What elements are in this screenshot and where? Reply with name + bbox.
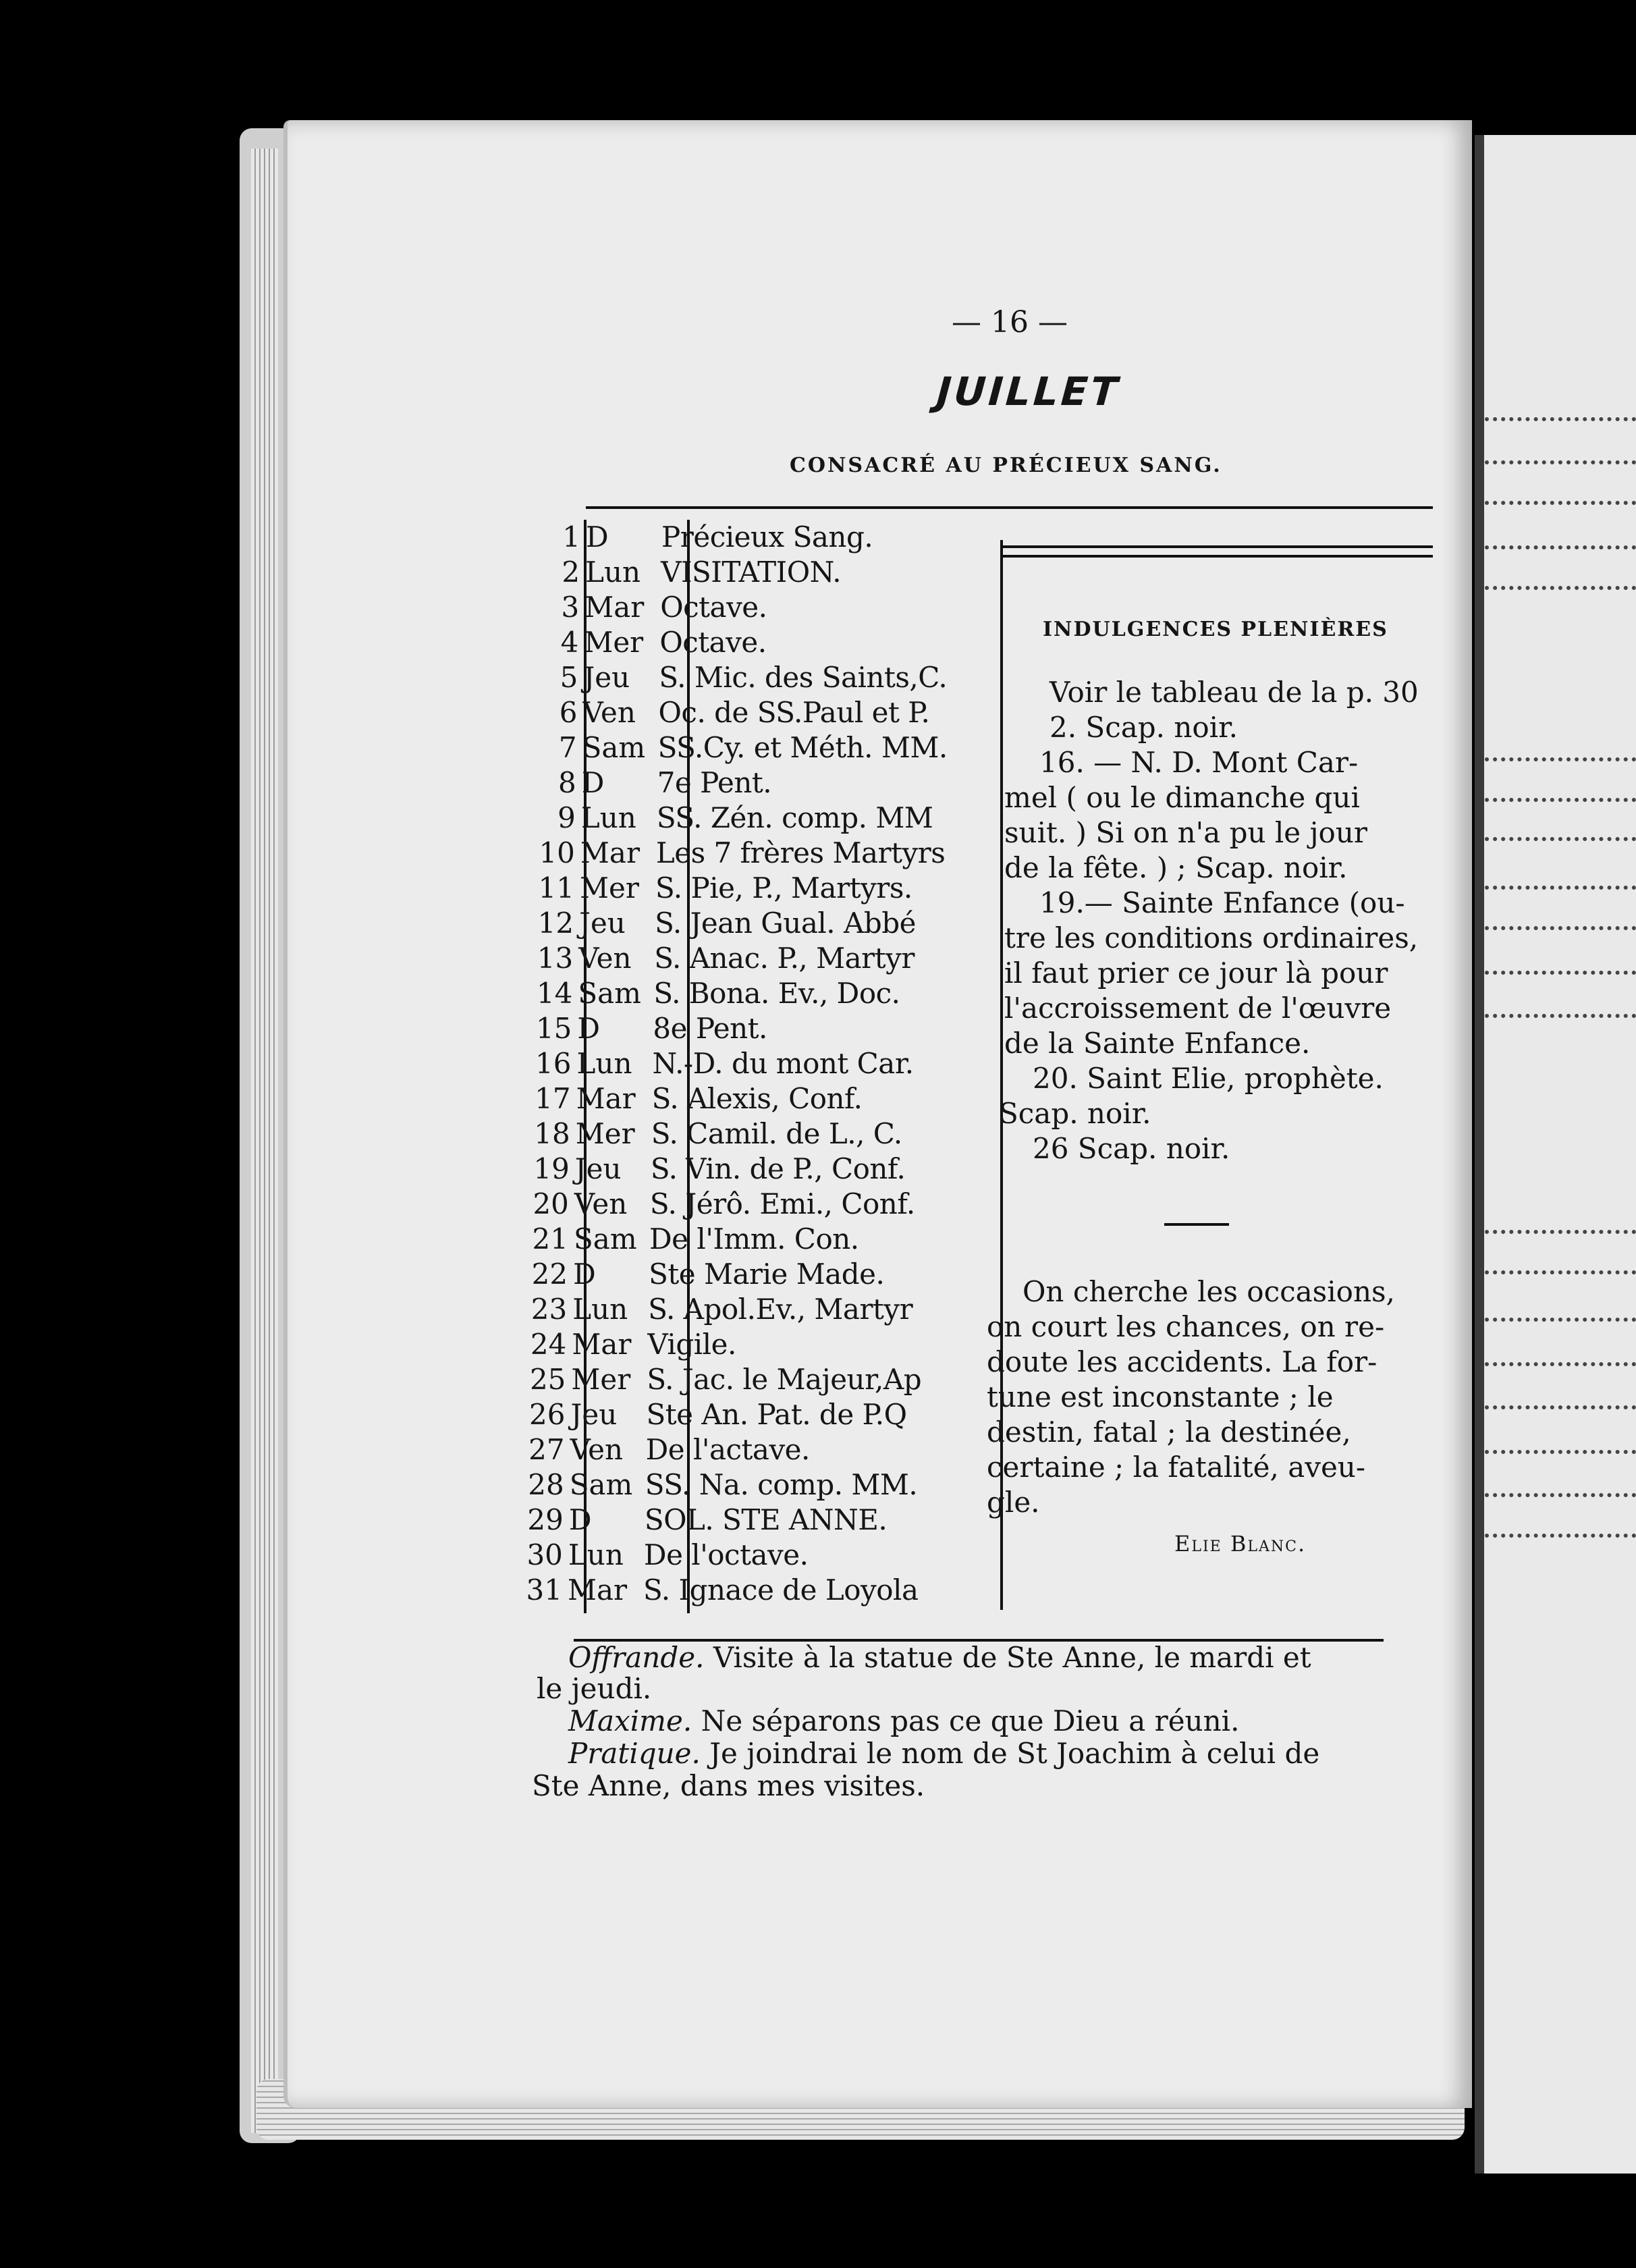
indulgence-line: mel ( ou le dimanche qui <box>1004 781 1360 814</box>
dotted-line <box>1485 501 1636 505</box>
pratique-line <box>568 1736 1319 1771</box>
dotted-line <box>1485 971 1636 975</box>
feast: VISITATION. <box>661 556 842 589</box>
weekday: D <box>568 1503 592 1536</box>
day-number: 3 <box>561 591 580 624</box>
day-number: 15 <box>535 1012 572 1045</box>
table-top-rule-2 <box>1002 545 1433 548</box>
weekday: Sam <box>574 1222 637 1256</box>
weekday: Jeu <box>570 1398 618 1431</box>
dotted-line <box>1485 545 1636 549</box>
pratique-text: Je joindrai le nom de St Joachim à celui de <box>709 1737 1320 1770</box>
dotted-line <box>1485 837 1636 841</box>
quote-line: certaine ; la fatalité, aveu- <box>987 1451 1366 1484</box>
weekday: Mar <box>580 836 640 869</box>
weekday: Mar <box>568 1573 628 1606</box>
day-number: 2 <box>562 556 580 589</box>
feast: S. Anac. P., Martyr <box>654 942 915 975</box>
dotted-line <box>1485 417 1636 421</box>
table-top-rule-3 <box>1002 555 1433 558</box>
weekday: Mar <box>576 1082 636 1115</box>
indulgence-line: 2. Scap. noir. <box>1049 711 1238 744</box>
weekday: Jeu <box>583 661 630 694</box>
feast: De l'Imm. Con. <box>649 1222 859 1256</box>
weekday: Jeu <box>574 1152 622 1185</box>
maxime-label: Maxime. <box>568 1704 692 1737</box>
weekday: Lun <box>576 1047 632 1080</box>
feast: S. Camil. de L., C. <box>651 1117 902 1150</box>
weekday: Mer <box>575 1117 635 1150</box>
day-number: 25 <box>529 1363 566 1396</box>
feast: 8e Pent. <box>653 1012 767 1045</box>
weekday: D <box>586 520 609 554</box>
dotted-line <box>1485 926 1636 930</box>
day-number: 24 <box>530 1328 567 1361</box>
feast: S. Jean Gual. Abbé <box>655 907 916 940</box>
month-subtitle: CONSACRÉ AU PRÉCIEUX SANG. <box>790 454 1222 477</box>
weekday: Ven <box>570 1433 623 1466</box>
feast: Oc. de SS.Paul et P. <box>658 696 930 729</box>
feast: Ste Marie Made. <box>649 1258 885 1291</box>
day-number: 30 <box>526 1538 563 1571</box>
feast: S. Mic. des Saints,C. <box>659 661 948 694</box>
separator <box>1164 1223 1229 1226</box>
quote-line: On cherche les occasions, <box>1022 1275 1395 1308</box>
weekday: Sam <box>578 977 641 1010</box>
page-edges <box>251 148 278 2133</box>
day-number: 17 <box>535 1082 571 1115</box>
day-number: 31 <box>526 1573 562 1606</box>
feast: SS. Zén. comp. MM <box>656 801 933 834</box>
weekday: D <box>581 766 605 799</box>
weekday: Ven <box>582 696 636 729</box>
weekday: Mar <box>572 1328 632 1361</box>
weekday: Sam <box>582 731 646 764</box>
indulgence-line: 16. — N. D. Mont Car- <box>1039 746 1359 779</box>
feast: S. Bona. Ev., Doc. <box>653 977 900 1010</box>
weekday: Lun <box>580 801 636 834</box>
day-number: 11 <box>538 871 574 905</box>
day-number: 22 <box>531 1258 568 1291</box>
day-number: 5 <box>560 661 578 694</box>
day-number: 23 <box>530 1293 568 1326</box>
feast: S. Apol.Ev., Martyr <box>648 1293 913 1326</box>
dotted-line <box>1485 1014 1636 1018</box>
indulgence-line: Voir le tableau de la p. 30 <box>1049 676 1419 709</box>
feast: S. Jérô. Emi., Conf. <box>649 1187 915 1220</box>
facing-page <box>1475 135 1636 2174</box>
weekday: Ven <box>578 942 632 975</box>
day-number: 12 <box>537 907 574 940</box>
offrande-continuation: le jeudi. <box>537 1672 652 1705</box>
day-number: 10 <box>539 836 575 869</box>
dotted-line <box>1485 1270 1636 1274</box>
feast: S. Vin. de P., Conf. <box>650 1152 906 1185</box>
indulgence-line: Scap. noir. <box>999 1097 1151 1130</box>
quote-author: Elie Blanc. <box>1174 1531 1307 1557</box>
indulgence-line: 19.— Sainte Enfance (ou- <box>1039 886 1405 919</box>
table-top-rule <box>586 506 1433 509</box>
quote-line: doute les accidents. La for- <box>987 1345 1378 1378</box>
page-number: — 16 — <box>952 305 1068 340</box>
dotted-line <box>1485 1534 1636 1538</box>
feast: Octave. <box>660 591 767 624</box>
feast: SS.Cy. et Méth. MM. <box>657 731 948 764</box>
weekday: Jeu <box>579 907 626 940</box>
maxime-text: Ne séparons pas ce que Dieu a réuni. <box>701 1704 1240 1737</box>
dotted-line <box>1485 886 1636 890</box>
indulgence-line: de la fête. ) ; Scap. noir. <box>1004 851 1348 884</box>
pratique-label: Pratique. <box>568 1737 701 1770</box>
day-number: 19 <box>533 1152 570 1185</box>
day-number: 20 <box>533 1187 569 1220</box>
feast: S. Alexis, Conf. <box>651 1082 863 1115</box>
day-number: 14 <box>536 977 573 1010</box>
feast: Vigile. <box>647 1328 736 1361</box>
feast: S. Jac. le Majeur,Ap <box>647 1363 922 1396</box>
day-number: 1 <box>562 520 580 554</box>
feast: De l'octave. <box>643 1538 809 1571</box>
quote-line: tune est inconstante ; le <box>987 1380 1334 1413</box>
day-number: 28 <box>528 1468 564 1501</box>
feast: SOL. STE ANNE. <box>644 1503 888 1536</box>
feast: S. Pie, P., Martyrs. <box>655 871 912 905</box>
weekday: Mer <box>584 626 644 659</box>
day-number: 27 <box>528 1433 565 1466</box>
weekday: Lun <box>572 1293 628 1326</box>
quote-line: destin, fatal ; la destinée, <box>987 1415 1351 1449</box>
dotted-line <box>1485 1493 1636 1497</box>
dotted-line <box>1485 1450 1636 1454</box>
dotted-line <box>1485 1230 1636 1234</box>
weekday: Mar <box>584 591 645 624</box>
dotted-line <box>1485 1362 1636 1366</box>
weekday: D <box>577 1012 601 1045</box>
dotted-line <box>1485 460 1636 464</box>
dotted-line <box>1485 757 1636 761</box>
maxime-line <box>568 1704 1239 1739</box>
indulgence-line: tre les conditions ordinaires, <box>1004 921 1419 954</box>
weekday: Mer <box>571 1363 631 1396</box>
feast: SS. Na. comp. MM. <box>645 1468 918 1501</box>
dotted-line <box>1485 1318 1636 1322</box>
day-number: 8 <box>557 766 576 799</box>
pratique-continuation: Ste Anne, dans mes visites. <box>532 1769 925 1802</box>
day-number: 7 <box>558 731 577 764</box>
offrande-line <box>568 1640 1311 1675</box>
feast: S. Ignace de Loyola <box>643 1573 919 1606</box>
day-number: 13 <box>537 942 574 975</box>
month-title: JUILLET <box>935 369 1122 414</box>
dotted-line <box>1485 798 1636 802</box>
day-number: 4 <box>560 626 579 659</box>
offrande-text: Visite à la statue de Ste Anne, le mardi et <box>713 1641 1311 1674</box>
day-number: 16 <box>535 1047 572 1080</box>
weekday: D <box>573 1258 596 1291</box>
feast: Les 7 frères Martyrs <box>655 836 946 869</box>
dotted-line <box>1485 1405 1636 1409</box>
weekday: Lun <box>568 1538 624 1571</box>
feast: De l'actave. <box>645 1433 810 1466</box>
indulgence-line: de la Sainte Enfance. <box>1004 1027 1311 1060</box>
day-number: 9 <box>557 801 576 834</box>
weekday: Lun <box>585 556 641 589</box>
day-number: 26 <box>529 1398 566 1431</box>
weekday: Sam <box>569 1468 633 1501</box>
feast: Précieux Sang. <box>661 520 873 554</box>
indulgence-line: suit. ) Si on n'a pu le jour <box>1004 816 1367 849</box>
feast: N.-D. du mont Car. <box>652 1047 914 1080</box>
day-number: 18 <box>534 1117 570 1150</box>
feast: Octave. <box>659 626 767 659</box>
quote-line: on court les chances, on re- <box>987 1310 1385 1343</box>
indulgence-line: l'accroissement de l'œuvre <box>1004 992 1392 1025</box>
indulgence-line: il faut prier ce jour là pour <box>1004 956 1388 990</box>
day-number: 29 <box>527 1503 564 1536</box>
day-number: 6 <box>559 696 578 729</box>
offrande-label: Offrande. <box>568 1641 705 1674</box>
indulgence-line: 26 Scap. noir. <box>1033 1132 1230 1165</box>
feast: Ste An. Pat. de P.Q <box>646 1398 907 1431</box>
feast: 7e Pent. <box>657 766 772 799</box>
weekday: Mer <box>580 871 639 905</box>
quote-line: gle. <box>987 1486 1040 1519</box>
day-number: 21 <box>532 1222 568 1256</box>
indulgence-line: 20. Saint Elie, prophète. <box>1033 1062 1384 1095</box>
dotted-line <box>1485 586 1636 590</box>
page <box>283 120 1472 2108</box>
indulgences-title: INDULGENCES PLENIÈRES <box>1043 618 1388 641</box>
weekday: Ven <box>574 1187 628 1220</box>
